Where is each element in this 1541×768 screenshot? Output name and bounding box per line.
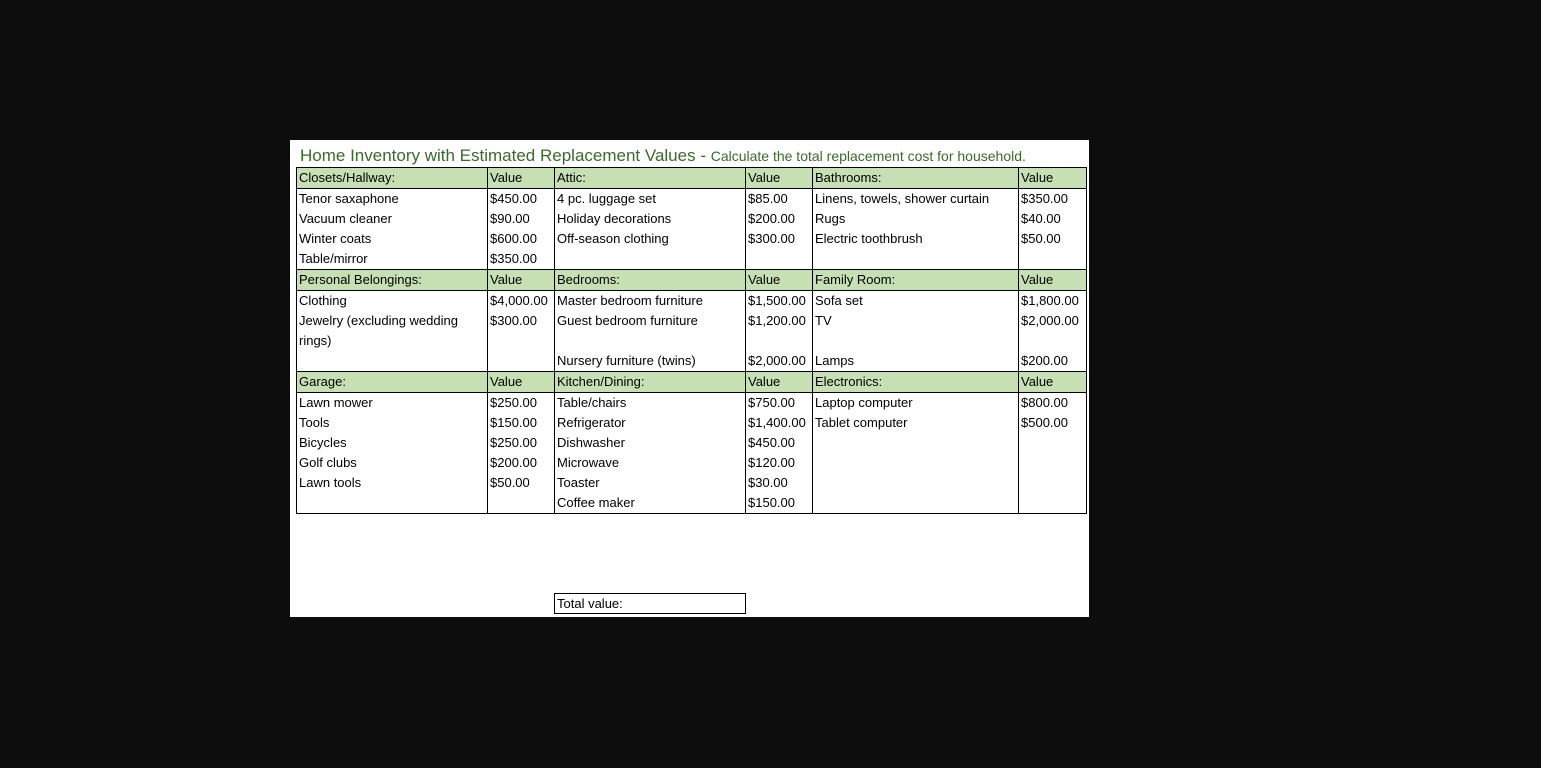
value-cell[interactable]: $1,400.00: [746, 413, 813, 433]
title-subtitle: Calculate the total replacement cost for household.: [710, 148, 1026, 164]
item-cell[interactable]: Sofa set: [813, 291, 1019, 312]
table-row: [297, 189, 1087, 210]
item-cell[interactable]: [813, 453, 1019, 473]
value-cell[interactable]: $500.00: [1019, 413, 1087, 433]
category-header-cell[interactable]: Bedrooms:: [555, 270, 746, 291]
item-cell[interactable]: Table/chairs: [555, 393, 746, 414]
item-cell[interactable]: Clothing: [297, 291, 488, 312]
section-header-row: [297, 270, 1087, 291]
category-header-cell[interactable]: Family Room:: [813, 270, 1019, 291]
item-cell[interactable]: Winter coats: [297, 229, 488, 249]
value-cell[interactable]: $250.00: [488, 393, 555, 414]
category-header-cell[interactable]: Attic:: [555, 168, 746, 189]
item-cell[interactable]: Lamps: [813, 351, 1019, 371]
value-cell[interactable]: $200.00: [488, 453, 555, 473]
value-cell[interactable]: [1019, 473, 1087, 493]
item-cell[interactable]: Jewelry (excluding wedding rings): [297, 311, 488, 351]
item-cell[interactable]: Guest bedroom furniture: [555, 311, 746, 351]
value-cell[interactable]: $300.00: [746, 229, 813, 249]
value-cell[interactable]: $90.00: [488, 209, 555, 229]
value-cell[interactable]: $800.00: [1019, 393, 1087, 414]
value-cell[interactable]: $2,000.00: [746, 351, 813, 371]
item-cell[interactable]: Rugs: [813, 209, 1019, 229]
value-cell[interactable]: [746, 249, 813, 269]
value-cell[interactable]: $200.00: [1019, 351, 1087, 371]
item-cell[interactable]: TV: [813, 311, 1019, 351]
value-cell[interactable]: [1019, 453, 1087, 473]
sheet-title: [300, 146, 1026, 166]
value-cell[interactable]: $1,800.00: [1019, 291, 1087, 312]
item-cell[interactable]: Golf clubs: [297, 453, 488, 473]
item-cell[interactable]: [297, 351, 488, 371]
item-cell[interactable]: Off-season clothing: [555, 229, 746, 249]
section-header-row: [297, 372, 1087, 393]
value-header-cell[interactable]: Value: [488, 168, 555, 189]
value-cell[interactable]: $250.00: [488, 433, 555, 453]
item-cell[interactable]: Coffee maker: [555, 493, 746, 514]
value-header-cell[interactable]: Value: [488, 270, 555, 291]
value-cell[interactable]: $150.00: [746, 493, 813, 514]
table-row: [297, 249, 1087, 269]
value-cell[interactable]: $1,200.00: [746, 311, 813, 351]
item-cell[interactable]: Master bedroom furniture: [555, 291, 746, 312]
category-header-cell[interactable]: Bathrooms:: [813, 168, 1019, 189]
item-cell[interactable]: Holiday decorations: [555, 209, 746, 229]
item-cell[interactable]: Tenor saxaphone: [297, 189, 488, 210]
item-cell[interactable]: Microwave: [555, 453, 746, 473]
item-cell[interactable]: Nursery furniture (twins): [555, 351, 746, 371]
title-separator: -: [695, 146, 711, 165]
value-cell[interactable]: $150.00: [488, 413, 555, 433]
item-cell[interactable]: [813, 433, 1019, 453]
table-row: [297, 433, 1087, 453]
item-cell[interactable]: Lawn mower: [297, 393, 488, 414]
item-cell[interactable]: Tools: [297, 413, 488, 433]
item-cell[interactable]: [813, 249, 1019, 269]
section-header-row: [297, 168, 1087, 189]
item-cell[interactable]: [555, 249, 746, 269]
item-cell[interactable]: [297, 493, 488, 514]
value-cell[interactable]: $85.00: [746, 189, 813, 210]
item-cell[interactable]: 4 pc. luggage set: [555, 189, 746, 210]
item-cell[interactable]: Electric toothbrush: [813, 229, 1019, 249]
category-header-cell[interactable]: Personal Belongings:: [297, 270, 488, 291]
item-cell[interactable]: Linens, towels, shower curtain: [813, 189, 1019, 210]
title-main: Home Inventory with Estimated Replacement Values: [300, 146, 696, 165]
item-cell[interactable]: Lawn tools: [297, 473, 488, 493]
item-cell[interactable]: [813, 493, 1019, 514]
item-cell[interactable]: Bicycles: [297, 433, 488, 453]
value-cell[interactable]: $4,000.00: [488, 291, 555, 312]
total-value-cell[interactable]: Total value:: [554, 593, 746, 614]
value-cell[interactable]: [1019, 493, 1087, 514]
value-cell[interactable]: $300.00: [488, 311, 555, 351]
category-header-cell[interactable]: Garage:: [297, 372, 488, 393]
item-cell[interactable]: Dishwasher: [555, 433, 746, 453]
value-header-cell[interactable]: Value: [1019, 168, 1087, 189]
value-header-cell[interactable]: Value: [1019, 270, 1087, 291]
value-cell[interactable]: $30.00: [746, 473, 813, 493]
value-cell[interactable]: $50.00: [488, 473, 555, 493]
value-cell[interactable]: $600.00: [488, 229, 555, 249]
table-row: [297, 393, 1087, 414]
item-cell[interactable]: Toaster: [555, 473, 746, 493]
value-cell[interactable]: [488, 351, 555, 371]
value-cell[interactable]: [1019, 433, 1087, 453]
table-row: [297, 229, 1087, 249]
item-cell[interactable]: Vacuum cleaner: [297, 209, 488, 229]
value-header-cell[interactable]: Value: [488, 372, 555, 393]
inventory-sheet: [290, 140, 1089, 617]
table-row: [297, 209, 1087, 229]
item-cell[interactable]: Tablet computer: [813, 413, 1019, 433]
value-header-cell[interactable]: Value: [746, 270, 813, 291]
value-cell[interactable]: $1,500.00: [746, 291, 813, 312]
value-cell[interactable]: $450.00: [488, 189, 555, 210]
table-row: [297, 453, 1087, 473]
category-header-cell[interactable]: Closets/Hallway:: [297, 168, 488, 189]
table-row: [297, 493, 1087, 514]
value-header-cell[interactable]: Value: [746, 372, 813, 393]
category-header-cell[interactable]: Electronics:: [813, 372, 1019, 393]
item-cell[interactable]: [813, 473, 1019, 493]
value-header-cell[interactable]: Value: [1019, 372, 1087, 393]
table-row: [297, 311, 1087, 351]
inventory-table: [296, 167, 1087, 514]
category-header-cell[interactable]: Kitchen/Dining:: [555, 372, 746, 393]
table-row: [297, 473, 1087, 493]
item-cell[interactable]: Refrigerator: [555, 413, 746, 433]
value-cell[interactable]: $50.00: [1019, 229, 1087, 249]
value-header-cell[interactable]: Value: [746, 168, 813, 189]
value-cell[interactable]: $750.00: [746, 393, 813, 414]
value-cell[interactable]: $200.00: [746, 209, 813, 229]
item-cell[interactable]: Laptop computer: [813, 393, 1019, 414]
value-cell[interactable]: [1019, 249, 1087, 269]
table-row: [297, 291, 1087, 312]
item-cell[interactable]: Table/mirror: [297, 249, 488, 269]
value-cell[interactable]: $450.00: [746, 433, 813, 453]
value-cell[interactable]: $350.00: [1019, 189, 1087, 210]
value-cell[interactable]: $2,000.00: [1019, 311, 1087, 351]
table-row: [297, 413, 1087, 433]
value-cell[interactable]: $350.00: [488, 249, 555, 269]
table-row: [297, 351, 1087, 371]
value-cell[interactable]: [488, 493, 555, 514]
value-cell[interactable]: $120.00: [746, 453, 813, 473]
value-cell[interactable]: $40.00: [1019, 209, 1087, 229]
